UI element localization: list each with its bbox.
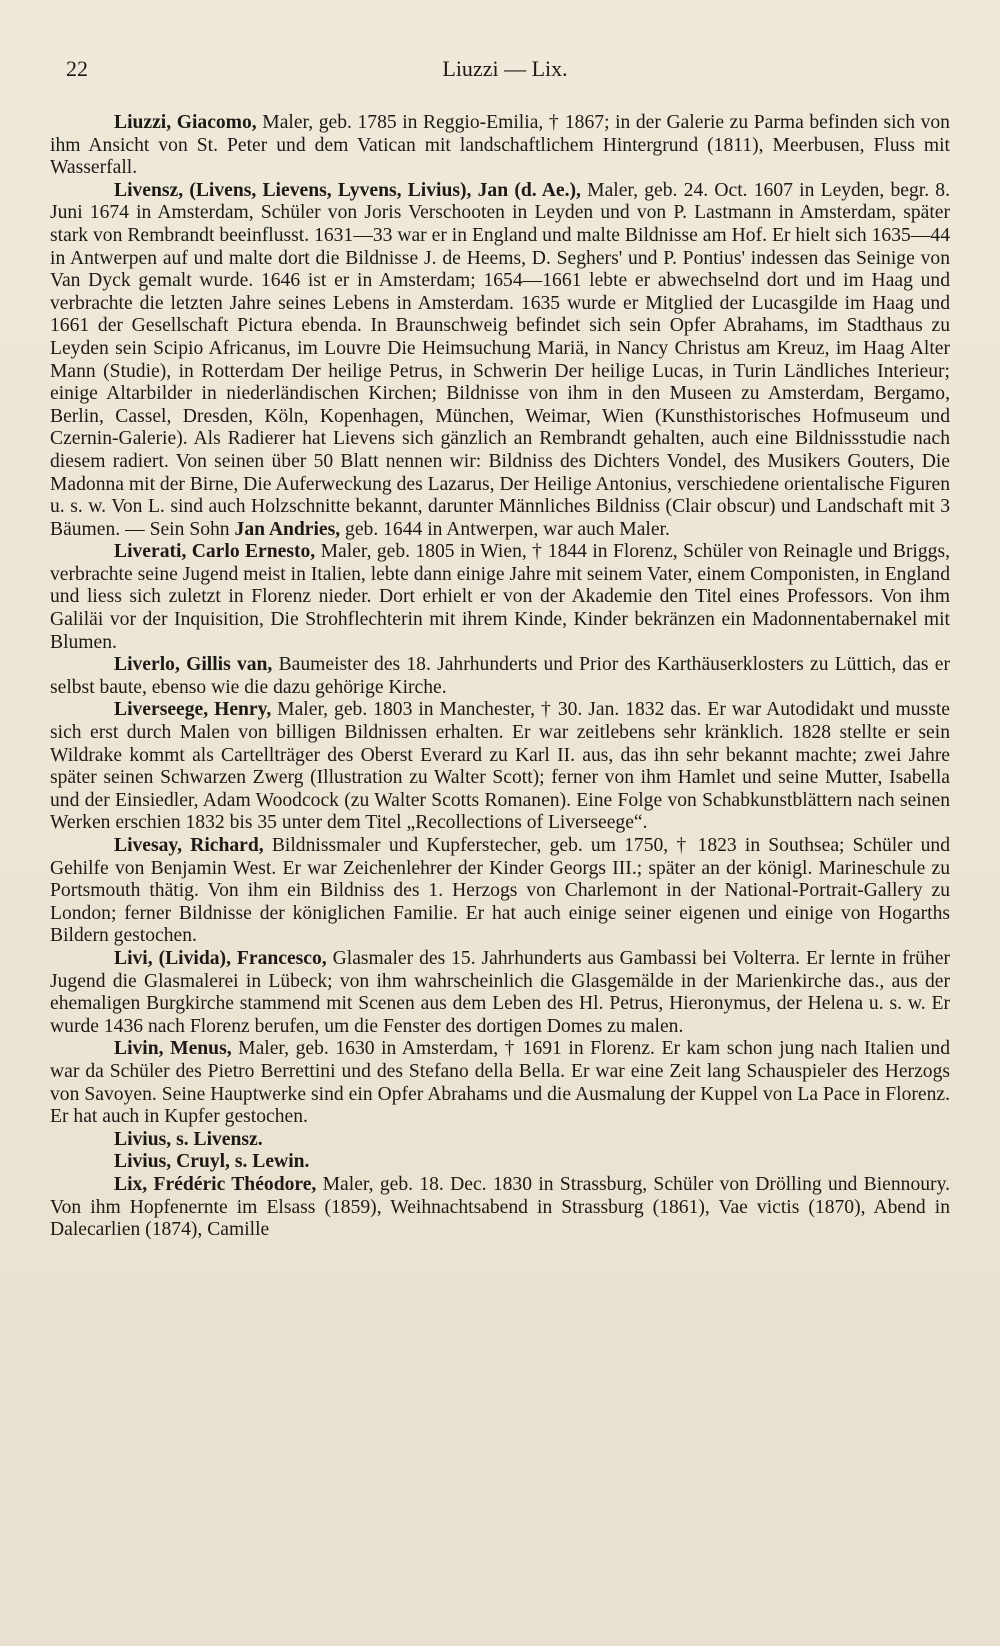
entry-body: Maler, geb. 18. Dec. 1830 in Strassburg, Schüler von Drölling und Biennoury. Von ihm Hopfenernte im Elsass (1859), Weihnachtsabend in Strassburg (1861), Vae victis (1870), Abend in Dalecarlien (1874), Camille xyxy=(50,1173,950,1241)
entry-livesay xyxy=(50,835,950,948)
entry-body: Maler, geb. 1805 in Wien, † 1844 in Florenz, Schüler von Reinagle und Briggs, verbrachte seine Jugend meist in Italien, lebte dann einige Jahre mit seinem Vater, einem Componisten, in England und liess sich zuletzt in Florenz nieder. Dort erhielt er von der Akademie den Titel eines Professors. Von ihm Galiläi vor der Inquisition, Die Strohflechterin mit ihrem Kinde, Kinder bekränzen ein Madonnentabernakel mit Blumen. xyxy=(50,541,950,653)
entry-livin xyxy=(50,1038,950,1128)
entry-livius xyxy=(50,1129,950,1152)
entry-body-continued: geb. 1644 in Antwerpen, war auch Maler. xyxy=(340,518,670,540)
entry-heading: Livi, (Livida), Francesco, xyxy=(114,947,327,969)
entry-heading: Livius, s. Livensz. xyxy=(114,1128,263,1150)
entry-body: Bildnissmaler und Kupferstecher, geb. um 1750, † 1823 in Southsea; Schüler und Gehilfe von Benjamin West. Er war Zeichenlehrer der Kinder Georgs III.; später an der königl. Marineschule zu Portsmouth thätig. Von ihm ein Bildniss des 1. Herzogs von Charlemont in der National-Portrait-Gallery zu London; ferner Bildnisse der königlichen Familie. Er hat auch einige seiner eigenen und einige von Hogarths Bildern gestochen. xyxy=(50,835,950,947)
entry-body: Maler, geb. 1785 in Reggio-Emilia, † 1867; in der Galerie zu Parma befinden sich von ihm Ansicht von St. Peter und dem Vatican mit landschaftlichem Hintergrund (1811), Meerbusen, Fluss mit Wasserfall. xyxy=(50,112,950,179)
page-header xyxy=(60,56,950,90)
entry-subheading: Jan Andries, xyxy=(234,518,341,540)
entry-body: Baumeister des 18. Jahrhunderts und Prior des Karthäuserklosters zu Lüttich, das er selbst baute, ebenso wie die dazu gehörige Kirche. xyxy=(50,654,951,698)
entry-heading: Livin, Menus, xyxy=(114,1038,232,1060)
entry-body: Maler, geb. 1803 in Manchester, † 30. Jan. 1832 das. Er war Autodidakt und musste sich erst durch Malen von billigen Bildnissen erhalten. Er war zeitlebens sehr kränklich. 1828 stellte er sein Wildrake kommt als Cartellträger des Oberst Everard zu Karl II. aus, das ihn sehr bekannt machte; zwei Jahre später seinen Schwarzen Zwerg (Illustration zu Walter Scott); ferner von ihm Hamlet und seine Mutter, Isabella und der Einsiedler, Adam Woodcock (zu Walter Scotts Romanen). Eine Folge von Schabkunstblättern nach seinen Werken erschien 1832 bis 35 unter dem Titel „Recollections of Liverseege“. xyxy=(50,699,950,834)
entry-livi xyxy=(50,948,950,1038)
entry-livensz xyxy=(50,180,950,542)
entry-body: Maler, geb. 1630 in Amsterdam, † 1691 in Florenz. Er kam schon jung nach Italien und war da Schüler des Pietro Berrettini und des Stefano della Bella. Er war eine Zeit lang Schauspieler des Herzogs von Savoyen. Seine Hauptwerke sind ein Opfer Abrahams und die Ausmalung der Kuppel von La Pace in Florenz. Er hat auch in Kupfer gestochen. xyxy=(50,1038,950,1128)
page-number: 22 xyxy=(66,56,88,81)
entry-body: Maler, geb. 24. Oct. 1607 in Leyden, begr. 8. Juni 1674 in Amsterdam, Schüler von Joris Verschooten in Leyden und von P. Lastmann in Amsterdam, später stark von Rembrandt beeinflusst. 1631—33 war er in England und malte Bildnisse am Hof. Er hielt sich 1635—44 in Antwerpen auf und malte dort die Bildnisse J. de Heems, D. Seghers' und P. Pontius' indessen das Seinige von Van Dyck gemalt wurde. 1646 ist er in Amsterdam; 1654—1661 lebte er abwechselnd dort und im Haag und verbrachte die letzten Jahre seines Lebens in Amsterdam. 1635 wurde er Mitglied der Lucasgilde im Haag und 1661 der Gesellschaft Pictura ebenda. In Braunschweig befindet sich sein Opfer Abrahams, im Stadthaus zu Leyden sein Scipio Africanus, im Louvre Die Heimsuchung Mariä, in Nancy Christus am Kreuz, im Haag Alter Mann (Studie), in Rotterdam Der heilige Petrus, in Schwerin Der heilige Lucas, in Turin Ländliches Interieur; einige Altarbilder in niederländischen Kirchen; Bildnisse von ihm in den Museen zu Amsterdam, Bergamo, Berlin, Cassel, Dresden, Köln, Kopenhagen, München, Weimar, Wien (Kunsthistorisches Hofmuseum und Czernin-Galerie). Als Radierer hat Lievens sich gänzlich an Rembrandt gehalten, auch eine Bildnissstudie nach diesem radiert. Von seinen über 50 Blatt nennen wir: Bildniss des Dichters Vondel, des Musikers Gouters, Die Madonna mit der Birne, Die Auferweckung des Lazarus, Der Heilige Antonius, verschiedene orientalische Figuren u. s. w. Von L. sind auch Holzschnitte bekannt, darunter Männliches Bildniss (Clair obscur) und Landschaft mit 3 Bäumen. — Sein Sohn xyxy=(50,179,950,540)
entry-heading: Lix, Frédéric Théodore, xyxy=(114,1173,317,1195)
entry-livius-cruyl xyxy=(50,1151,950,1174)
entry-liverseege xyxy=(50,699,950,835)
entry-heading: Liuzzi, Giacomo, xyxy=(114,112,257,133)
entry-heading: Livesay, Richard, xyxy=(114,835,264,856)
entry-liverati xyxy=(50,541,950,654)
entry-heading: Liverseege, Henry, xyxy=(114,699,272,721)
entry-body: Glasmaler des 15. Jahrhunderts aus Gambassi bei Volterra. Er lernte in früher Jugend die Glasmalerei in Lübeck; von ihm wahrscheinlich die Glasgemälde in der Marienkirche das., aus der ehemaligen Burgkirche stammend mit Scenen aus dem Leben des Hl. Petrus, Hieronymus, der Helena u. s. w. Er wurde 1436 nach Florenz berufen, um die Fenster des dortigen Domes zu malen. xyxy=(50,947,950,1037)
entry-heading: Livensz, (Livens, Lievens, Lyvens, Livius), Jan (d. Ae.), xyxy=(114,179,581,201)
entry-lix xyxy=(50,1174,950,1242)
entry-heading: Liverati, Carlo Ernesto, xyxy=(114,541,316,563)
entry-heading: Liverlo, Gillis van, xyxy=(114,654,273,676)
running-head: Liuzzi — Lix. xyxy=(442,56,568,81)
entry-liuzzi xyxy=(50,112,950,180)
entry-heading: Livius, Cruyl, s. Lewin. xyxy=(114,1151,310,1173)
dictionary-text xyxy=(50,112,950,1242)
entry-liverlo xyxy=(50,654,950,699)
